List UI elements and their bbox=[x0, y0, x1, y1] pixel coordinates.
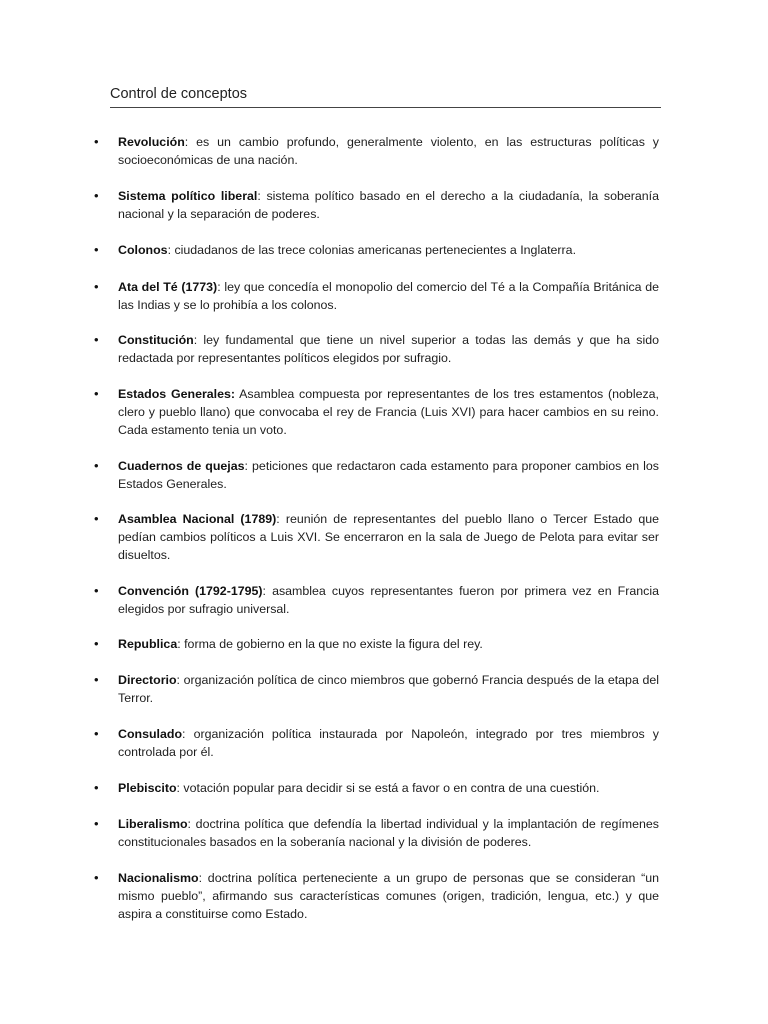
bullet-icon: • bbox=[94, 332, 99, 347]
bullet-icon: • bbox=[94, 672, 99, 687]
concept-definition: ley que concedía el monopolio del comercio del Té a la Compañía Británica de las Indias y se lo prohibía a los colonos. bbox=[118, 280, 659, 312]
concept-item-liberalismo bbox=[94, 815, 659, 851]
concept-term: Nacionalismo bbox=[118, 871, 199, 885]
concept-item-plebiscito bbox=[94, 779, 659, 797]
concept-separator: : bbox=[182, 727, 194, 741]
concept-separator: : bbox=[167, 243, 175, 257]
concept-term: Ata del Té (1773) bbox=[118, 280, 218, 294]
concept-item-estados-generales bbox=[94, 385, 659, 439]
concept-item-revolucion bbox=[94, 133, 660, 169]
bullet-icon: • bbox=[94, 870, 99, 885]
concept-term: Convención (1792-1795) bbox=[118, 584, 263, 598]
concept-term: Directorio bbox=[118, 673, 177, 687]
concept-separator: : bbox=[177, 637, 185, 651]
concept-item-nacionalismo bbox=[94, 869, 660, 923]
bullet-icon: • bbox=[94, 511, 99, 526]
concept-definition: reunión de representantes del pueblo llano o Tercer Estado que pedían cambios políticos a Luis XVI. Se encerraron en la sala de Juego de Pelota para evitar ser disueltos. bbox=[118, 512, 660, 562]
bullet-icon: • bbox=[94, 583, 99, 598]
concept-definition: es un cambio profundo, generalmente violento, en las estructuras políticas y socioeconómicas de una nación. bbox=[118, 135, 660, 167]
concept-separator: : bbox=[187, 817, 196, 831]
concept-term: Cuadernos de quejas bbox=[118, 459, 245, 473]
bullet-icon: • bbox=[94, 726, 99, 741]
concept-separator: : bbox=[244, 459, 253, 473]
concept-term: Sistema político liberal bbox=[118, 189, 258, 203]
concept-definition: Asamblea compuesta por representantes de los tres estamentos (nobleza, clero y pueblo llano) que convocaba el rey de Francia (Luis XVI) para hacer cambios en su reino. Cada estamento tenia un voto. bbox=[118, 387, 659, 437]
concept-definition: ley fundamental que tiene un nivel superior a todas las demás y que ha sido redactada por representantes políticos elegidos por sufragio. bbox=[118, 333, 659, 365]
bullet-icon: • bbox=[94, 279, 99, 294]
concept-item-sistema-politico-liberal bbox=[94, 187, 660, 223]
concept-definition: ciudadanos de las trece colonias americanas pertenecientes a Inglaterra. bbox=[174, 243, 577, 257]
concept-item-consulado bbox=[94, 725, 659, 761]
bullet-icon: • bbox=[94, 458, 99, 473]
concept-term: Consulado bbox=[118, 727, 183, 741]
concept-separator: : bbox=[198, 871, 208, 885]
bullet-icon: • bbox=[94, 816, 99, 831]
bullet-icon: • bbox=[94, 780, 99, 795]
concept-term: Liberalismo bbox=[118, 817, 188, 831]
concept-definition: forma de gobierno en la que no existe la figura del rey. bbox=[184, 637, 483, 651]
concept-separator: : bbox=[276, 512, 286, 526]
concept-separator: : bbox=[262, 584, 273, 598]
concept-item-cuadernos-de-quejas bbox=[94, 457, 660, 493]
concept-item-convencion bbox=[94, 582, 659, 618]
concept-term: Republica bbox=[118, 637, 178, 651]
concept-separator: : bbox=[257, 189, 267, 203]
concept-definition: organización política instaurada por Napoleón, integrado por tres miembros y controlada por él. bbox=[118, 727, 659, 759]
concept-item-constitucion bbox=[94, 331, 659, 367]
concept-separator: : bbox=[176, 673, 184, 687]
concept-definition: doctrina política perteneciente a un grupo de personas que se consideran “un mismo pueblo”, afirmando sus características comunes (origen, tradición, lengua, etc.) y que aspira a constituirse como Estado. bbox=[118, 871, 660, 921]
bullet-icon: • bbox=[94, 188, 99, 203]
concept-definition: asamblea cuyos representantes fueron por primera vez en Francia elegidos por sufragio universal. bbox=[118, 584, 659, 616]
concept-definition: peticiones que redactaron cada estamento para proponer cambios en los Estados Generales. bbox=[118, 459, 660, 491]
concept-definition: votación popular para decidir si se está a favor o en contra de una cuestión. bbox=[183, 781, 600, 795]
concept-definition: sistema político basado en el derecho a la ciudadanía, la soberanía nacional y la separación de poderes. bbox=[118, 189, 660, 221]
concept-item-acta-del-te bbox=[94, 278, 659, 314]
concept-separator: : bbox=[184, 135, 197, 149]
concept-term: Plebiscito bbox=[118, 781, 177, 795]
document-title: Control de conceptos bbox=[110, 86, 248, 102]
concept-term: Asamblea Nacional (1789) bbox=[118, 512, 277, 526]
concept-separator: : bbox=[217, 280, 225, 294]
concept-item-republica bbox=[94, 635, 659, 653]
concept-term: Constitución bbox=[118, 333, 194, 347]
concept-separator: : bbox=[193, 333, 204, 347]
concept-item-directorio bbox=[94, 671, 659, 707]
concept-term: Estados Generales: bbox=[118, 387, 236, 401]
document-header bbox=[110, 86, 661, 108]
concept-separator: : bbox=[176, 781, 184, 795]
bullet-icon: • bbox=[94, 134, 99, 149]
bullet-icon: • bbox=[94, 636, 99, 651]
bullet-icon: • bbox=[94, 242, 99, 257]
concept-term: Colonos bbox=[118, 243, 168, 257]
concept-definition: organización política de cinco miembros que gobernó Francia después de la etapa del Terror. bbox=[118, 673, 659, 705]
bullet-icon: • bbox=[94, 386, 99, 401]
concept-term: Revolución bbox=[118, 135, 185, 149]
concept-item-asamblea-nacional bbox=[94, 510, 660, 564]
concept-item-colonos bbox=[94, 241, 659, 259]
concept-definition: doctrina política que defendía la libertad individual y la implantación de regímenes constitucionales basados en la soberanía nacional y la división de poderes. bbox=[118, 817, 659, 849]
